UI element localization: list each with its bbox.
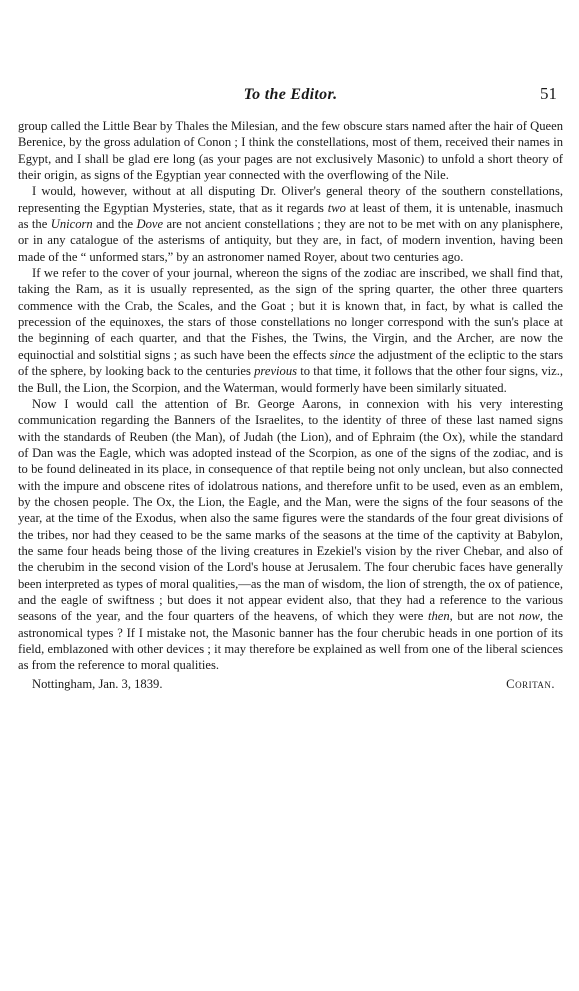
page-number: 51 — [540, 84, 557, 103]
text-run: are not ancient constellations ; they are not to be met with on any planisphere, or in any catalogue of the asterisms of antiquity, but they are, in fact, of modern invention, having been made of the “ unformed stars,” by an astronomer named Royer, about two centuries ago. — [18, 217, 564, 264]
italic-text: previous — [254, 364, 298, 379]
place-date: Nottingham, Jan. 3, 1839. — [32, 676, 163, 691]
page-header — [18, 0, 563, 103]
italic-text: then — [427, 609, 450, 624]
text-run: , but are not — [449, 609, 519, 624]
running-title: To the Editor. — [243, 86, 338, 103]
text-run: the adjustment of the ecliptic to the stars of the sphere, by looking back to the centuries — [18, 347, 563, 379]
paragraph-1 — [18, 118, 563, 183]
italic-text: now — [518, 609, 540, 624]
italic-text: Unicorn — [50, 217, 93, 232]
text-run: If we refer to the cover of your journal, whereon the signs of the zodiac are inscribed, we shall find that, taking the Ram, as it is usually represented, as the sign of the spring quarter, the other three quarters commence with the Crab, the Scales, and the Goat ; but it is known that, in fact, by what is called the precession of the equinoxes, the stars of those constellations no longer correspond with the sun's place at the beginning of each quarter, and that the Fishes, the Twins, the Virgin, and the Archer, are now the equinoctial and solstitial signs ; as such have been the effects — [18, 266, 563, 362]
italic-text: since — [329, 347, 356, 362]
page — [18, 0, 564, 691]
text-run: and the — [92, 217, 137, 232]
italic-text: Dove — [136, 217, 164, 232]
paragraph-3 — [18, 265, 563, 396]
italic-text: two — [327, 200, 346, 215]
signoff — [18, 676, 563, 692]
author-signature: Coritan. — [506, 676, 555, 691]
text-run: to that time, it follows that the other four signs, viz., the Bull, the Lion, the Scorpion, and the Waterman, would formerly have been similarly situated. — [18, 364, 563, 395]
text-run: group called the Little Bear by Thales the Milesian, and the few obscure stars named after the hair of Queen Berenice, by the gross adulation of Conon ; I think the constellations, most of them, received their names in Egypt, and I shall be glad ere long (as your pages are not exclusively Masonic) to unfold a short theory of their origin, as signs of the Egyptian year connected with the overflowing of the Nile. — [18, 119, 563, 183]
text-run: I would, however, without at all disputing Dr. Oliver's general theory of the southern constellations, representing the Egyptian Mysteries, state, that as it regards — [18, 184, 563, 215]
text-run: Now I would call the attention of Br. George Aarons, in connexion with his very interesting communication regarding the Banners of the Israelites, to the identity of three of these last named signs with the standards of Reuben (the Man), of Judah (the Lion), and of Ephraim (the Ox), while the standard of Dan was the Eagle, which was adopted instead of the Scorpion, as one of the signs of the zodiac, and is to be found delineated in its place, in consequence of that reptile being not only unclean, but also connected with the impure and obscene rites of idolatrous nations, and therefore unfit to be used, even as an emblem, by the chosen people. The Ox, the Lion, the Eagle, and the Man, were the signs of the four seasons of the year, at the time of the Exodus, when also the same figures were the standards of the four great divisions of the tribes, nor had they ceased to be the same marks of the seasons at the time of the captivity at Babylon, the same four heads being those of the living creatures in Ezekiel's vision by the river Chebar, and also of the cherubim in the second vision of the Lord's house at Jerusalem. The four cherubic faces have generally been interpreted as types of moral qualities,—as the man of wisdom, the lion of strength, the ox of patience, and the eagle of swiftness ; but does it not appear evident also, that they had a reference to the various seasons of the year, and the four quarters of the heavens, of which they were — [18, 396, 563, 624]
paragraph-2 — [18, 183, 563, 265]
paragraph-4 — [18, 396, 563, 674]
text-run: , the astronomical types ? If I mistake not, the Masonic banner has the four cherubic heads in one portion of its field, emblazoned with other devices ; it may therefore be explained as well from one of the liberal sciences as from the reference to moral qualities. — [18, 609, 563, 673]
article-body — [18, 118, 563, 692]
text-run: at least of them, it is untenable, inasmuch as the — [18, 200, 563, 232]
